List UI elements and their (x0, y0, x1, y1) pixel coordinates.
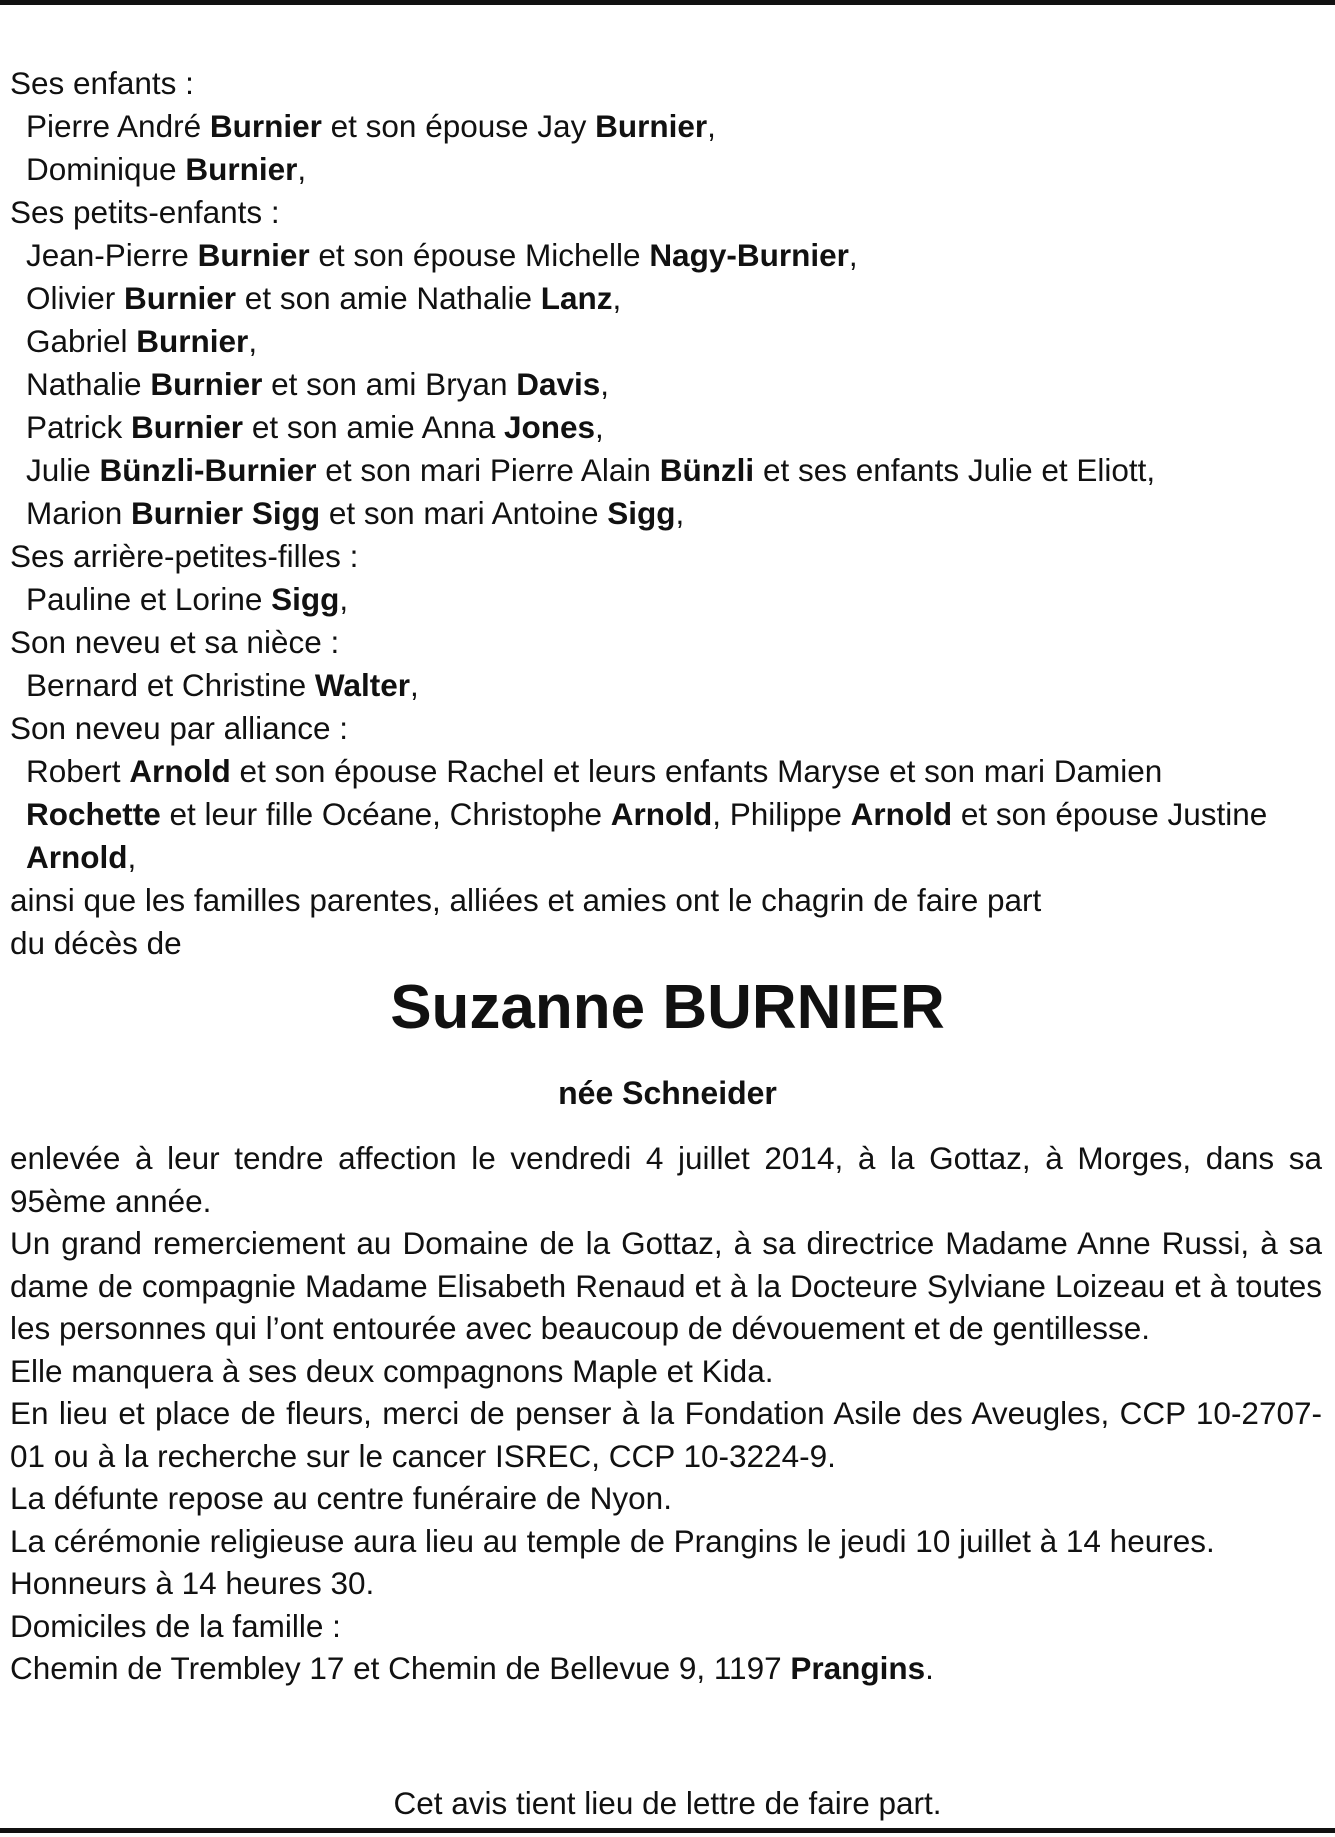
nephew-niece-list (10, 664, 1325, 707)
great-granddaughters-list (10, 578, 1325, 621)
text-run: Gabriel (26, 323, 137, 359)
surname: Burnier (209, 108, 322, 144)
text-run: En lieu et place de fleurs, merci de penser à la Fondation Asile des Aveugles, CCP 10-2707-01 ou à la recherche sur le cancer ISREC, CCP 10-3224-9. (10, 1395, 1322, 1474)
text-line (10, 1477, 1322, 1520)
text-run: , (127, 839, 137, 875)
text-run: et son ami Bryan (262, 366, 517, 402)
text-line (10, 277, 1325, 320)
grandchildren-list (10, 234, 1325, 535)
text-run: Chemin de Trembley 17 et Chemin de Bellevue 9, 1197 (10, 1650, 791, 1686)
surname: Arnold (610, 796, 713, 832)
text-run: et son amie Anna (243, 409, 504, 445)
text-run: Bernard et Christine (26, 667, 315, 703)
top-rule (0, 0, 1335, 5)
text-line (10, 148, 1325, 191)
text-run: Elle manquera à ses deux compagnons Maple et Kida. (10, 1352, 774, 1389)
text-run: , (675, 495, 685, 531)
text-line (10, 320, 1325, 363)
surname: Sigg (607, 495, 676, 531)
text-run: et son épouse Michelle (309, 237, 650, 273)
surname: Burnier Sigg (131, 495, 321, 531)
text-run: et son épouse Jay (321, 108, 596, 144)
surname: Prangins (790, 1650, 926, 1686)
text-line (10, 105, 1325, 148)
text-line (10, 1520, 1322, 1563)
heading-grandchildren: Ses petits-enfants : (10, 194, 280, 230)
text-run: , (848, 237, 858, 273)
surname: Arnold (129, 753, 231, 789)
surname: Arnold (850, 796, 953, 832)
text-run: , (339, 581, 349, 617)
text-run: et son mari Antoine (320, 495, 608, 531)
text-run: , (707, 108, 716, 144)
heading-children: Ses enfants : (10, 65, 194, 101)
text-line (10, 1392, 1322, 1477)
heading-nephew-niece: Son neveu et sa nièce : (10, 624, 340, 660)
text-line (10, 406, 1325, 449)
text-run: enlevée à leur tendre affection le vendredi 4 juillet 2014, à la Gottaz, à Morges, dans sa 95ème année. (10, 1140, 1322, 1219)
text-line (10, 1222, 1322, 1350)
notice-body (10, 1137, 1322, 1690)
text-line (10, 750, 1286, 879)
surname: Burnier (136, 323, 249, 359)
text-run: Honneurs à 14 heures 30. (10, 1565, 375, 1601)
surname: Bünzli (659, 452, 755, 488)
surname: Arnold (26, 839, 128, 875)
surname: Bünzli-Burnier (99, 452, 317, 488)
text-run: La cérémonie religieuse aura lieu au temple de Prangins le jeudi 10 juillet à 14 heures. (10, 1522, 1215, 1559)
text-run: , (248, 323, 258, 359)
text-run: Pierre André (26, 108, 210, 144)
nephew-by-marriage-list (10, 750, 1325, 879)
text-run: Patrick (26, 409, 132, 445)
text-run: et son mari Pierre Alain (316, 452, 660, 488)
text-run: , (612, 280, 622, 316)
surname: Jones (503, 409, 596, 445)
text-run: et son épouse Rachel et leurs enfants Maryse et son mari Damien (230, 753, 1163, 789)
surname: Walter (314, 667, 410, 703)
text-line (10, 363, 1325, 406)
surname: Sigg (271, 581, 340, 617)
text-run: Robert (26, 753, 130, 789)
text-line (10, 1605, 1322, 1648)
bottom-rule (0, 1828, 1335, 1833)
text-line (10, 578, 1325, 621)
text-run: . (925, 1650, 934, 1686)
surname: Burnier (150, 366, 263, 402)
surname: Burnier (197, 237, 310, 273)
text-line (10, 492, 1325, 535)
footer-note: Cet avis tient lieu de lettre de faire part. (393, 1785, 942, 1821)
closing-line-deces: du décès de (10, 925, 182, 961)
text-run: , (595, 409, 604, 445)
surname: Burnier (131, 409, 244, 445)
closing-line: ainsi que les familles parentes, alliées et amies ont le chagrin de faire part (10, 882, 1042, 918)
surname: Rochette (26, 796, 161, 832)
surname: Burnier (595, 108, 708, 144)
text-run: La défunte repose au centre funéraire de Nyon. (10, 1480, 672, 1516)
deceased-name: Suzanne BURNIER (390, 973, 945, 1042)
text-run: Jean-Pierre (26, 237, 198, 273)
text-run: Nathalie (26, 366, 151, 402)
text-run: et ses enfants Julie et Eliott, (754, 452, 1156, 488)
heading-nephew-by-marriage: Son neveu par alliance : (10, 710, 348, 746)
text-run: Domiciles de la famille : (10, 1607, 341, 1644)
text-run: et son épouse Justine (952, 796, 1268, 832)
text-line (10, 1350, 1322, 1393)
text-run: et leur fille Océane, Christophe (160, 796, 611, 832)
surname: Davis (516, 366, 601, 402)
maiden-name: née Schneider (558, 1075, 777, 1111)
surname: Nagy-Burnier (649, 237, 849, 273)
text-run: , (600, 366, 610, 402)
surname: Lanz (540, 280, 613, 316)
text-run: Olivier (26, 280, 125, 316)
text-line (10, 1647, 1322, 1690)
text-run: , Philippe (712, 796, 851, 832)
text-line (10, 1137, 1322, 1222)
text-line (10, 1562, 1322, 1605)
text-run: Julie (26, 452, 100, 488)
heading-great-granddaughters: Ses arrière-petites-filles : (10, 538, 359, 574)
text-run: Dominique (26, 151, 186, 187)
text-run: Un grand remerciement au Domaine de la Gottaz, à sa directrice Madame Anne Russi, à sa dame de compagnie Madame Elisabeth Renaud et à la Docteure Sylviane Loizeau et à toutes les personnes qui l’ont entourée avec beaucoup de dévouement et de gentillesse. (10, 1225, 1322, 1346)
text-line (10, 234, 1325, 277)
surname: Burnier (185, 151, 298, 187)
children-list (10, 105, 1325, 191)
family-list (10, 62, 1325, 965)
text-run: et son amie Nathalie (236, 280, 541, 316)
text-run: , (410, 667, 419, 703)
text-line (10, 449, 1325, 492)
text-run: , (297, 151, 307, 187)
surname: Burnier (124, 280, 237, 316)
text-line (10, 664, 1325, 707)
text-run: Pauline et Lorine (26, 581, 272, 617)
text-run: Marion (26, 495, 132, 531)
